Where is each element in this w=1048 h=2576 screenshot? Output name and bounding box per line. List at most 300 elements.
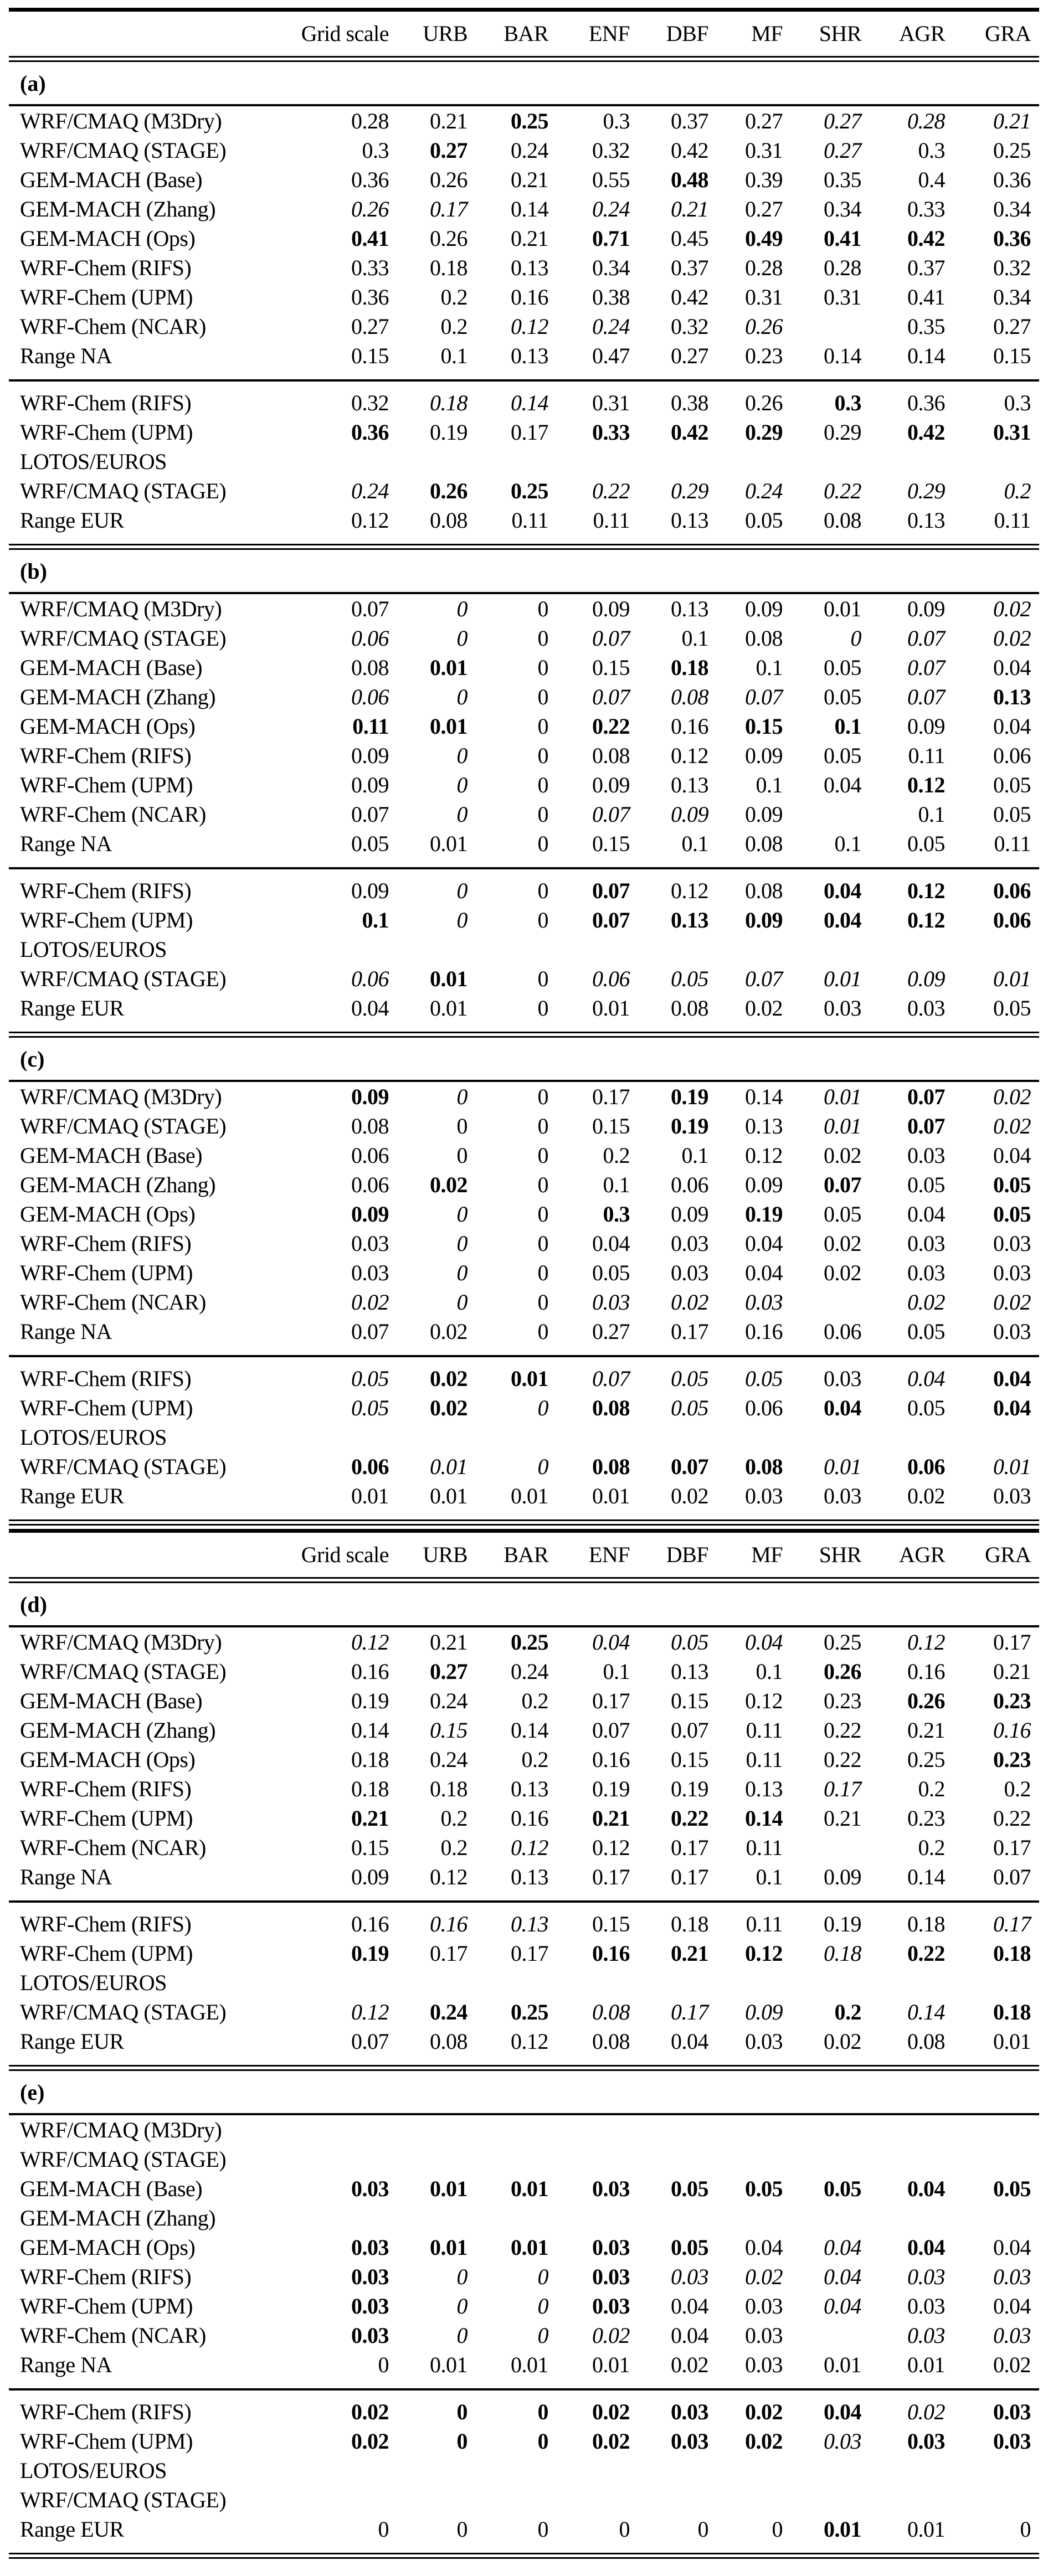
value-cell: 0.02 bbox=[824, 1260, 861, 1285]
value-cell: 0.21 bbox=[907, 1718, 945, 1743]
value-cell: 0 bbox=[537, 1319, 548, 1344]
table-row bbox=[9, 653, 1039, 682]
value-cell: 0 bbox=[537, 996, 548, 1021]
column-header-urb: URB bbox=[423, 1542, 468, 1567]
value-cell: 0.02 bbox=[592, 2323, 630, 2348]
section-end-rule bbox=[9, 2553, 1039, 2559]
value-cell: 0.16 bbox=[351, 1659, 389, 1684]
value-cell: 0.07 bbox=[671, 1454, 708, 1479]
value-cell: 0.11 bbox=[746, 1718, 783, 1743]
value-cell: 0.01 bbox=[511, 1366, 548, 1391]
value-cell: 0.12 bbox=[907, 1630, 945, 1655]
value-cell: 0.14 bbox=[745, 1806, 783, 1831]
value-cell: 0.03 bbox=[993, 1231, 1031, 1256]
value-cell: 0.36 bbox=[351, 167, 389, 192]
value-cell: 0.13 bbox=[671, 908, 708, 932]
value-cell: 0.03 bbox=[351, 2235, 389, 2260]
row-label: Range NA bbox=[20, 343, 112, 368]
table-row bbox=[9, 1774, 1039, 1804]
table-row bbox=[9, 1833, 1039, 1862]
row-label: LOTOS/EUROS bbox=[20, 1425, 167, 1450]
value-cell: 0.05 bbox=[907, 1172, 945, 1197]
header-bottom-rule bbox=[9, 56, 1039, 62]
value-cell: 0.28 bbox=[745, 255, 783, 280]
value-cell: 0.08 bbox=[592, 1395, 630, 1420]
value-cell: 0.13 bbox=[511, 1864, 548, 1889]
value-cell bbox=[630, 2485, 708, 2515]
value-cell: 0.22 bbox=[671, 1806, 708, 1831]
value-cell: 0.42 bbox=[671, 138, 708, 163]
value-cell: 0.24 bbox=[592, 197, 630, 221]
value-cell: 0.02 bbox=[993, 1290, 1031, 1315]
row-label: WRF-Chem (RIFS) bbox=[20, 255, 192, 280]
value-cell bbox=[630, 2145, 708, 2174]
value-cell: 0 bbox=[537, 714, 548, 739]
value-cell: 0.07 bbox=[592, 802, 630, 827]
table-row bbox=[9, 2174, 1039, 2203]
value-cell: 0.27 bbox=[351, 314, 389, 339]
value-cell bbox=[260, 2115, 389, 2145]
value-cell: 0.02 bbox=[993, 1114, 1031, 1138]
value-cell: 0.08 bbox=[907, 2029, 945, 2054]
value-cell: 0 bbox=[456, 2294, 468, 2319]
value-cell bbox=[708, 2145, 783, 2174]
value-cell bbox=[548, 2115, 630, 2145]
table-row bbox=[9, 1968, 1039, 1997]
value-cell bbox=[945, 2456, 1031, 2485]
table-row bbox=[9, 476, 1039, 506]
table-row bbox=[9, 964, 1039, 993]
value-cell: 0.04 bbox=[824, 908, 861, 932]
value-cell: 0.14 bbox=[907, 343, 945, 368]
value-cell: 0.01 bbox=[430, 831, 468, 856]
value-cell: 0.11 bbox=[746, 1747, 783, 1772]
row-label: GEM-MACH (Zhang) bbox=[20, 1718, 216, 1743]
value-cell: 0 bbox=[537, 2323, 548, 2348]
table-row bbox=[9, 165, 1039, 194]
value-cell: 0.01 bbox=[824, 2517, 861, 2542]
value-cell: 0.13 bbox=[907, 508, 945, 533]
row-label: GEM-MACH (Base) bbox=[20, 167, 203, 192]
value-cell: 0.27 bbox=[430, 1659, 468, 1684]
value-cell: 0.1 bbox=[834, 714, 861, 739]
value-cell: 0.03 bbox=[907, 2323, 945, 2348]
value-cell bbox=[783, 2203, 861, 2233]
value-cell: 0.13 bbox=[745, 1114, 783, 1138]
value-cell: 0.26 bbox=[907, 1688, 945, 1713]
row-label: LOTOS/EUROS bbox=[20, 1970, 167, 1995]
value-cell: 0.2 bbox=[440, 1806, 468, 1831]
header-bottom-rule-2 bbox=[9, 1577, 1039, 1583]
value-cell: 0.04 bbox=[745, 1630, 783, 1655]
value-cell: 0.24 bbox=[430, 2000, 468, 2024]
value-cell: 0.06 bbox=[993, 878, 1031, 903]
value-cell: 0.22 bbox=[993, 1806, 1031, 1831]
value-cell: 0.05 bbox=[351, 1366, 389, 1391]
value-cell: 0.02 bbox=[430, 1395, 468, 1420]
table-row bbox=[9, 341, 1039, 370]
value-cell: 0.09 bbox=[907, 596, 945, 621]
value-cell: 0.12 bbox=[430, 1864, 468, 1889]
value-cell: 0.21 bbox=[592, 1806, 630, 1831]
value-cell: 0.09 bbox=[745, 802, 783, 827]
column-header-mf: MF bbox=[751, 1542, 783, 1567]
value-cell: 0.17 bbox=[430, 1941, 468, 1966]
value-cell: 0.21 bbox=[430, 109, 468, 133]
value-cell: 0.37 bbox=[907, 255, 945, 280]
value-cell: 0.03 bbox=[351, 2264, 389, 2289]
value-cell: 0.25 bbox=[511, 1630, 548, 1655]
value-cell: 0.12 bbox=[671, 743, 708, 768]
value-cell: 0.42 bbox=[671, 420, 708, 445]
value-cell: 0.06 bbox=[351, 1454, 389, 1479]
value-cell: 0.04 bbox=[592, 1231, 630, 1256]
value-cell: 0.41 bbox=[351, 226, 389, 251]
value-cell: 0.08 bbox=[351, 1114, 389, 1138]
row-label: WRF-Chem (NCAR) bbox=[20, 2323, 206, 2348]
table-row bbox=[9, 1686, 1039, 1715]
value-cell: 0.04 bbox=[993, 1143, 1031, 1168]
value-cell: 0.27 bbox=[745, 109, 783, 133]
row-label: WRF-Chem (RIFS) bbox=[20, 1366, 192, 1391]
value-cell: 0.15 bbox=[745, 714, 783, 739]
value-cell bbox=[945, 2145, 1031, 2174]
value-cell bbox=[630, 935, 708, 964]
value-cell: 0.03 bbox=[745, 2323, 783, 2348]
value-cell: 0 bbox=[456, 772, 468, 797]
value-cell: 0.09 bbox=[671, 1202, 708, 1227]
value-cell: 0 bbox=[456, 684, 468, 709]
value-cell: 0.2 bbox=[440, 285, 468, 310]
value-cell: 0.71 bbox=[592, 226, 630, 251]
column-header-grid-scale: Grid scale bbox=[301, 1542, 389, 1567]
value-cell: 0.02 bbox=[824, 2029, 861, 2054]
value-cell: 0.04 bbox=[993, 2235, 1031, 2260]
value-cell: 0.12 bbox=[745, 1688, 783, 1713]
value-cell: 0.03 bbox=[351, 2294, 389, 2319]
value-cell: 0.03 bbox=[592, 2176, 630, 2201]
value-cell: 0 bbox=[456, 1114, 468, 1138]
value-cell: 0.09 bbox=[907, 966, 945, 991]
value-cell: 0.1 bbox=[440, 343, 468, 368]
table-row bbox=[9, 1481, 1039, 1511]
value-cell: 0.01 bbox=[824, 2352, 861, 2377]
value-cell: 0.31 bbox=[745, 138, 783, 163]
section-label-a: (a) bbox=[20, 70, 46, 96]
value-cell: 0.01 bbox=[511, 2235, 548, 2260]
value-cell: 0.02 bbox=[351, 2429, 389, 2454]
section-label-e: (e) bbox=[20, 2079, 45, 2105]
value-cell: 0 bbox=[456, 2323, 468, 2348]
header-empty-cell bbox=[9, 12, 260, 56]
value-cell: 0 bbox=[537, 655, 548, 680]
value-cell: 0.29 bbox=[671, 478, 708, 503]
column-header-dbf: DBF bbox=[666, 1542, 708, 1567]
table-row bbox=[9, 312, 1039, 341]
value-cell: 0.11 bbox=[994, 508, 1031, 533]
value-cell: 0.03 bbox=[907, 2264, 945, 2289]
value-cell: 0.3 bbox=[1004, 390, 1031, 415]
table-row bbox=[9, 905, 1039, 935]
value-cell bbox=[468, 2145, 548, 2174]
value-cell: 0.18 bbox=[993, 2000, 1031, 2024]
value-cell: 0.02 bbox=[592, 2399, 630, 2424]
value-cell: 0.2 bbox=[603, 1143, 630, 1168]
table-row bbox=[9, 194, 1039, 224]
value-cell: 0.16 bbox=[592, 1941, 630, 1966]
value-cell: 0.15 bbox=[351, 343, 389, 368]
row-label: GEM-MACH (Base) bbox=[20, 2176, 203, 2201]
value-cell: 0.03 bbox=[993, 2399, 1031, 2424]
table-header-row-1 bbox=[9, 12, 1039, 56]
table-row bbox=[9, 1657, 1039, 1686]
value-cell: 0.47 bbox=[592, 343, 630, 368]
value-cell: 0.22 bbox=[907, 1941, 945, 1966]
value-cell: 0.12 bbox=[671, 878, 708, 903]
value-cell: 0.09 bbox=[351, 1864, 389, 1889]
value-cell: 0.49 bbox=[745, 226, 783, 251]
value-cell: 0.04 bbox=[907, 1366, 945, 1391]
value-cell: 0.02 bbox=[351, 1290, 389, 1315]
value-cell bbox=[468, 2115, 548, 2145]
table-row bbox=[9, 2262, 1039, 2291]
value-cell: 0.08 bbox=[671, 684, 708, 709]
value-cell: 0.06 bbox=[351, 1172, 389, 1197]
row-label: GEM-MACH (Ops) bbox=[20, 1747, 196, 1772]
value-cell: 0.17 bbox=[592, 1084, 630, 1109]
value-cell: 0.02 bbox=[745, 996, 783, 1021]
value-cell: 0.21 bbox=[430, 1630, 468, 1655]
value-cell: 0 bbox=[537, 1172, 548, 1197]
value-cell: 0.03 bbox=[993, 2429, 1031, 2454]
value-cell: 0.32 bbox=[592, 138, 630, 163]
value-cell: 0.11 bbox=[746, 1912, 783, 1936]
table-row bbox=[9, 712, 1039, 741]
value-cell: 0.17 bbox=[824, 1776, 861, 1801]
value-cell: 0.12 bbox=[511, 2029, 548, 2054]
value-cell: 0.03 bbox=[745, 2029, 783, 2054]
value-cell: 0.01 bbox=[993, 2029, 1031, 2054]
value-cell: 0.28 bbox=[351, 109, 389, 133]
value-cell: 0 bbox=[537, 1395, 548, 1420]
value-cell: 0 bbox=[456, 1260, 468, 1285]
value-cell: 0.27 bbox=[993, 314, 1031, 339]
value-cell: 0.17 bbox=[671, 1835, 708, 1860]
table-row bbox=[9, 1229, 1039, 1258]
value-cell: 0.04 bbox=[671, 2029, 708, 2054]
row-label: WRF-Chem (NCAR) bbox=[20, 1290, 206, 1315]
value-cell: 0.2 bbox=[1004, 478, 1031, 503]
table-row bbox=[9, 682, 1039, 712]
value-cell: 0.13 bbox=[671, 772, 708, 797]
value-cell bbox=[468, 2203, 548, 2233]
value-cell: 0.09 bbox=[907, 714, 945, 739]
value-cell: 0.02 bbox=[907, 2399, 945, 2424]
value-cell: 0.19 bbox=[430, 420, 468, 445]
value-cell: 0 bbox=[537, 2399, 548, 2424]
value-cell: 0.09 bbox=[671, 802, 708, 827]
value-cell bbox=[708, 2115, 783, 2145]
value-cell: 0.36 bbox=[907, 390, 945, 415]
value-cell: 0.03 bbox=[824, 1483, 861, 1508]
value-cell: 0.12 bbox=[351, 508, 389, 533]
value-cell: 0.03 bbox=[907, 996, 945, 1021]
table-row bbox=[9, 1745, 1039, 1774]
value-cell: 0.07 bbox=[907, 626, 945, 651]
table-row bbox=[9, 2456, 1039, 2485]
table-row bbox=[9, 2321, 1039, 2350]
row-label: GEM-MACH (Base) bbox=[20, 1688, 203, 1713]
section-end-rule bbox=[9, 2065, 1039, 2071]
value-cell: 0.04 bbox=[993, 714, 1031, 739]
value-cell: 0 bbox=[378, 2517, 389, 2542]
value-cell: 0.08 bbox=[592, 2000, 630, 2024]
value-cell: 0.05 bbox=[993, 2176, 1031, 2201]
value-cell bbox=[783, 312, 861, 341]
value-cell: 0 bbox=[697, 2517, 708, 2542]
value-cell: 0.25 bbox=[511, 109, 548, 133]
value-cell: 0.1 bbox=[603, 1172, 630, 1197]
section-end-rule bbox=[9, 544, 1039, 550]
value-cell: 0 bbox=[456, 1143, 468, 1168]
value-cell: 0.05 bbox=[671, 2235, 708, 2260]
value-cell: 0.32 bbox=[671, 314, 708, 339]
value-cell: 0.03 bbox=[671, 1260, 708, 1285]
value-cell: 0.04 bbox=[824, 1395, 861, 1420]
value-cell: 0.11 bbox=[908, 743, 945, 768]
column-header-gra: GRA bbox=[985, 1542, 1031, 1567]
row-label: WRF-Chem (RIFS) bbox=[20, 1231, 192, 1256]
row-label: GEM-MACH (Ops) bbox=[20, 714, 196, 739]
value-cell: 0.08 bbox=[430, 2029, 468, 2054]
row-label: WRF/CMAQ (M3Dry) bbox=[20, 1630, 222, 1655]
value-cell: 0.04 bbox=[993, 2294, 1031, 2319]
value-cell: 0.17 bbox=[993, 1835, 1031, 1860]
value-cell: 0.18 bbox=[671, 655, 708, 680]
value-cell: 0.38 bbox=[671, 390, 708, 415]
value-cell: 0.2 bbox=[521, 1747, 548, 1772]
value-cell: 0.1 bbox=[756, 772, 783, 797]
value-cell: 0.03 bbox=[592, 2294, 630, 2319]
value-cell: 0.15 bbox=[430, 1718, 468, 1743]
value-cell bbox=[861, 2203, 945, 2233]
value-cell: 0.03 bbox=[824, 2429, 861, 2454]
table-row bbox=[9, 2027, 1039, 2056]
value-cell bbox=[389, 2145, 468, 2174]
value-cell: 0.19 bbox=[671, 1114, 708, 1138]
value-cell: 0.2 bbox=[440, 1835, 468, 1860]
table-row bbox=[9, 136, 1039, 165]
value-cell: 0.01 bbox=[592, 996, 630, 1021]
value-cell bbox=[783, 2485, 861, 2515]
value-cell: 0.16 bbox=[351, 1912, 389, 1936]
block-divider-rule bbox=[9, 1900, 1039, 1903]
row-label: WRF/CMAQ (M3Dry) bbox=[20, 596, 222, 621]
column-header-agr: AGR bbox=[899, 1542, 945, 1567]
value-cell: 0.02 bbox=[745, 2399, 783, 2424]
value-cell: 0.18 bbox=[671, 1912, 708, 1936]
value-cell bbox=[783, 2456, 861, 2485]
value-cell: 0.34 bbox=[993, 197, 1031, 221]
row-label: GEM-MACH (Ops) bbox=[20, 1202, 196, 1227]
value-cell bbox=[468, 2456, 548, 2485]
value-cell: 0.04 bbox=[824, 772, 861, 797]
value-cell: 0.18 bbox=[430, 390, 468, 415]
value-cell: 0.05 bbox=[993, 1202, 1031, 1227]
value-cell bbox=[630, 447, 708, 476]
row-label: GEM-MACH (Ops) bbox=[20, 2235, 196, 2260]
value-cell: 0.18 bbox=[993, 1941, 1031, 1966]
value-cell: 0.37 bbox=[671, 109, 708, 133]
row-label: LOTOS/EUROS bbox=[20, 449, 167, 474]
value-cell: 0.18 bbox=[351, 1747, 389, 1772]
value-cell: 0.32 bbox=[351, 390, 389, 415]
row-label: WRF-Chem (NCAR) bbox=[20, 314, 206, 339]
value-cell: 0.08 bbox=[824, 508, 861, 533]
column-header-shr: SHR bbox=[819, 21, 861, 46]
value-cell: 0.34 bbox=[824, 197, 861, 221]
value-cell: 0.21 bbox=[993, 1659, 1031, 1684]
value-cell: 0.16 bbox=[993, 1718, 1031, 1743]
value-cell: 0.26 bbox=[430, 478, 468, 503]
value-cell: 0.45 bbox=[671, 226, 708, 251]
value-cell: 0.07 bbox=[745, 966, 783, 991]
value-cell: 0.17 bbox=[671, 1319, 708, 1344]
value-cell: 0.03 bbox=[993, 2264, 1031, 2289]
value-cell: 0.23 bbox=[907, 1806, 945, 1831]
value-cell: 0.03 bbox=[907, 1231, 945, 1256]
table-row bbox=[9, 594, 1039, 624]
value-cell: 0.17 bbox=[592, 1688, 630, 1713]
value-cell: 0.03 bbox=[351, 1260, 389, 1285]
value-cell: 0.34 bbox=[592, 255, 630, 280]
value-cell: 0 bbox=[456, 908, 468, 932]
value-cell: 0.07 bbox=[592, 684, 630, 709]
row-label: Range EUR bbox=[20, 996, 124, 1021]
value-cell bbox=[708, 447, 783, 476]
value-cell: 0.18 bbox=[430, 1776, 468, 1801]
table-row bbox=[9, 282, 1039, 312]
value-cell: 0.03 bbox=[907, 2294, 945, 2319]
row-label: WRF-Chem (UPM) bbox=[20, 285, 193, 310]
value-cell: 0.24 bbox=[430, 1688, 468, 1713]
value-cell: 0.01 bbox=[430, 1454, 468, 1479]
value-cell bbox=[389, 447, 468, 476]
section-end-rule bbox=[9, 1032, 1039, 1038]
value-cell: 0.03 bbox=[907, 1143, 945, 1168]
table-row bbox=[9, 1804, 1039, 1833]
table-row bbox=[9, 1939, 1039, 1968]
value-cell bbox=[548, 1968, 630, 1997]
column-header-enf: ENF bbox=[588, 1542, 630, 1567]
value-cell: 0.24 bbox=[511, 1659, 548, 1684]
value-cell: 0.01 bbox=[824, 596, 861, 621]
value-cell: 0 bbox=[537, 966, 548, 991]
value-cell: 0.08 bbox=[745, 878, 783, 903]
value-cell bbox=[630, 2456, 708, 2485]
value-cell: 0 bbox=[537, 831, 548, 856]
value-cell: 0.04 bbox=[824, 878, 861, 903]
value-cell: 0.16 bbox=[511, 285, 548, 310]
value-cell bbox=[548, 447, 630, 476]
value-cell: 0 bbox=[1020, 2517, 1031, 2542]
row-label: WRF-Chem (RIFS) bbox=[20, 1776, 192, 1801]
row-label: WRF-Chem (RIFS) bbox=[20, 2399, 192, 2424]
table-row bbox=[9, 2291, 1039, 2321]
row-label: WRF/CMAQ (STAGE) bbox=[20, 2147, 227, 2172]
value-cell: 0.33 bbox=[592, 420, 630, 445]
value-cell: 0.05 bbox=[671, 1366, 708, 1391]
